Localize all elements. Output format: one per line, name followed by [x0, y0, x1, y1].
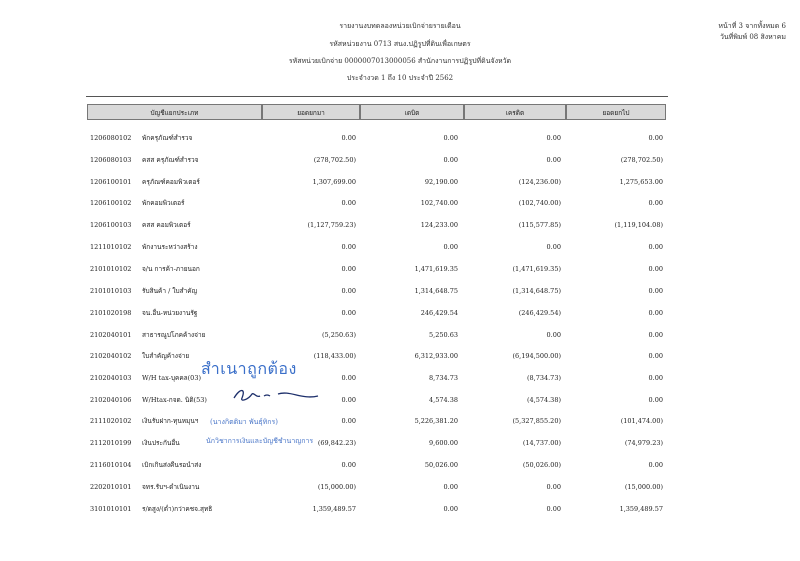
account-name: จทร.รับฯ-ดำเนินงาน: [142, 483, 200, 491]
col-credit: เครดิต: [464, 104, 566, 120]
col-carried-forward: ยอดยกไป: [566, 104, 666, 120]
account-code: 2202010101: [90, 483, 132, 491]
account-code: 2101010102: [90, 265, 132, 273]
carried-forward-value: 0.00: [648, 309, 663, 317]
debit-value: 6,312,933.00: [414, 352, 458, 360]
account-code: 2102040101: [90, 331, 132, 339]
account-name: W/Htax-กจด. นิติ(53): [142, 396, 207, 404]
top-rule: [86, 96, 668, 97]
debit-value: 246,429.54: [420, 309, 458, 317]
credit-value: 0.00: [546, 243, 561, 251]
account-name: ครุภัณฑ์คอมพิวเตอร์: [142, 178, 200, 186]
carried-forward-value: 0.00: [648, 396, 663, 404]
account-code: 2101010103: [90, 287, 132, 295]
report-title: รายงานงบทดลองหน่วยเบิกจ่ายรายเดือน: [339, 22, 461, 30]
credit-value: (6,194,500.00): [512, 352, 561, 360]
table-row: [0, 307, 800, 319]
table-row: [0, 394, 800, 406]
carried-forward-value: (101,474.00): [620, 417, 663, 425]
brought-forward-value: (1,127,759.23): [307, 221, 356, 229]
credit-value: (14,737.00): [522, 439, 561, 447]
account-code: 1206100101: [90, 178, 132, 186]
table-row: [0, 329, 800, 341]
account-name: ใบสำคัญค้างจ่าย: [142, 352, 190, 360]
brought-forward-value: 0.00: [341, 461, 356, 469]
signer-name: (นางกิตติมา พันธุ์ทิกร): [210, 418, 278, 426]
brought-forward-value: (278,702.50): [313, 156, 356, 164]
brought-forward-value: 0.00: [341, 243, 356, 251]
debit-value: 102,740.00: [420, 199, 458, 207]
brought-forward-value: 1,307,699.00: [312, 178, 356, 186]
account-name: คสส ครุภัณฑ์สำรวจ: [142, 156, 199, 164]
account-code: 1206080103: [90, 156, 132, 164]
brought-forward-value: 0.00: [341, 417, 356, 425]
table-row: [0, 197, 800, 209]
carried-forward-value: 1,275,653.00: [619, 178, 663, 186]
brought-forward-value: 0.00: [341, 265, 356, 273]
account-name: พักงานระหว่างสร้าง: [142, 243, 198, 251]
col-debit: เดบิต: [360, 104, 464, 120]
col-account: บัญชีแยกประเภท: [87, 104, 262, 120]
signature: [232, 384, 322, 408]
debit-value: 0.00: [443, 243, 458, 251]
table-row: [0, 154, 800, 166]
credit-value: 0.00: [546, 483, 561, 491]
account-code: 2102040106: [90, 396, 132, 404]
account-name: สาธารณูปโภคค้างจ่าย: [142, 331, 206, 339]
table-row: [0, 459, 800, 471]
print-date: วันที่พิมพ์ 08 สิงหาคม: [719, 33, 786, 41]
account-name: จน.อื่น-หน่วยงานรัฐ: [142, 309, 198, 317]
carried-forward-value: 0.00: [648, 374, 663, 382]
account-code: 2101020198: [90, 309, 132, 317]
debit-value: 5,226,381.20: [414, 417, 458, 425]
brought-forward-value: (69,842.23): [317, 439, 356, 447]
credit-value: 0.00: [546, 156, 561, 164]
page-number: หน้าที่ 3 จากทั้งหมด 6: [718, 22, 786, 30]
brought-forward-value: 1,359,489.57: [312, 505, 356, 513]
debit-value: 1,471,619.35: [414, 265, 458, 273]
credit-value: 0.00: [546, 134, 561, 142]
account-code: 2102040103: [90, 374, 132, 382]
table-row: [0, 241, 800, 253]
table-row: [0, 481, 800, 493]
carried-forward-value: 0.00: [648, 199, 663, 207]
credit-value: (102,740.00): [518, 199, 561, 207]
account-name: เบิกเกินส่งคืนรอนำส่ง: [142, 461, 202, 469]
col-brought-forward: ยอดยกมา: [262, 104, 360, 120]
carried-forward-value: 0.00: [648, 243, 663, 251]
brought-forward-value: 0.00: [341, 199, 356, 207]
account-name: ร/ดสูง/(ต่ำ)กว่าคชจ.สุทธิ: [142, 505, 213, 513]
disbursement-unit: รหัสหน่วยเบิกจ่าย 0000007013000056 สำนักงานการปฏิรูปที่ดินจังหวัด: [288, 57, 512, 65]
carried-forward-value: 0.00: [648, 461, 663, 469]
credit-value: (5,327,855.20): [512, 417, 561, 425]
brought-forward-value: (118,433.00): [313, 352, 356, 360]
debit-value: 9,600.00: [429, 439, 458, 447]
account-code: 1206080102: [90, 134, 132, 142]
brought-forward-value: 0.00: [341, 134, 356, 142]
brought-forward-value: (5,250.63): [321, 331, 356, 339]
credit-value: (50,026.00): [522, 461, 561, 469]
account-code: 1211010102: [90, 243, 132, 251]
agency-code: รหัสหน่วยงาน 0713 สนง.ปฏิรูปที่ดินเพื่อเกษตร: [329, 40, 471, 48]
credit-value: (115,577.85): [518, 221, 561, 229]
table-row: [0, 350, 800, 362]
credit-value: 0.00: [546, 331, 561, 339]
carried-forward-value: (74,979.23): [624, 439, 663, 447]
account-code: 1206100102: [90, 199, 132, 207]
account-code: 2111020102: [90, 417, 132, 425]
account-name: จ/น การค้า-ภายนอก: [142, 265, 200, 273]
table-row: [0, 132, 800, 144]
credit-value: (1,314,648.75): [512, 287, 561, 295]
debit-value: 0.00: [443, 505, 458, 513]
carried-forward-value: 0.00: [648, 331, 663, 339]
carried-forward-value: 0.00: [648, 287, 663, 295]
debit-value: 0.00: [443, 134, 458, 142]
table-row: [0, 263, 800, 275]
debit-value: 0.00: [443, 156, 458, 164]
table-row: [0, 219, 800, 231]
carried-forward-value: 1,359,489.57: [619, 505, 663, 513]
carried-forward-value: (15,000.00): [624, 483, 663, 491]
credit-value: (4,574.38): [526, 396, 561, 404]
account-code: 2116010104: [90, 461, 132, 469]
table-row: [0, 176, 800, 188]
credit-value: (1,471,619.35): [512, 265, 561, 273]
signer-position: นักวิชาการเงินและบัญชีชำนาญการ: [206, 437, 314, 445]
debit-value: 1,314,648.75: [414, 287, 458, 295]
carried-forward-value: (278,702.50): [620, 156, 663, 164]
debit-value: 8,734.73: [429, 374, 458, 382]
table-row: [0, 372, 800, 384]
debit-value: 5,250.63: [429, 331, 458, 339]
account-code: 3101010101: [90, 505, 132, 513]
debit-value: 50,026.00: [424, 461, 458, 469]
table-row: [0, 415, 800, 427]
brought-forward-value: 0.00: [341, 396, 356, 404]
brought-forward-value: (15,000.00): [317, 483, 356, 491]
debit-value: 0.00: [443, 483, 458, 491]
brought-forward-value: 0.00: [341, 287, 356, 295]
account-code: 2102040102: [90, 352, 132, 360]
credit-value: (246,429.54): [518, 309, 561, 317]
certified-stamp: สำเนาถูกต้อง: [201, 359, 297, 378]
debit-value: 4,574.38: [429, 396, 458, 404]
account-code: 2112010199: [90, 439, 132, 447]
period: ประจำงวด 1 ถึง 10 ประจำปี 2562: [346, 74, 454, 82]
account-name: เงินประกันอื่น: [142, 439, 180, 447]
table-row: [0, 437, 800, 449]
debit-value: 92,190.00: [424, 178, 458, 186]
debit-value: 124,233.00: [420, 221, 458, 229]
account-name: คสส คอมพิวเตอร์: [142, 221, 191, 229]
account-name: เงินรับฝาก-ทุนหมุนฯ: [142, 417, 199, 425]
carried-forward-value: 0.00: [648, 352, 663, 360]
table-row: [0, 503, 800, 515]
carried-forward-value: 0.00: [648, 265, 663, 273]
brought-forward-value: 0.00: [341, 309, 356, 317]
credit-value: 0.00: [546, 505, 561, 513]
carried-forward-value: 0.00: [648, 134, 663, 142]
table-row: [0, 285, 800, 297]
credit-value: (8,734.73): [526, 374, 561, 382]
carried-forward-value: (1,119,104.08): [614, 221, 663, 229]
brought-forward-value: 0.00: [341, 374, 356, 382]
account-name: รับสินค้า / ใบสำคัญ: [142, 287, 198, 295]
account-name: W/H tax-บุคคล(03): [142, 374, 201, 382]
account-name: พักครุภัณฑ์สำรวจ: [142, 134, 193, 142]
account-code: 1206100103: [90, 221, 132, 229]
credit-value: (124,236.00): [518, 178, 561, 186]
account-name: พักคอมพิวเตอร์: [142, 199, 185, 207]
